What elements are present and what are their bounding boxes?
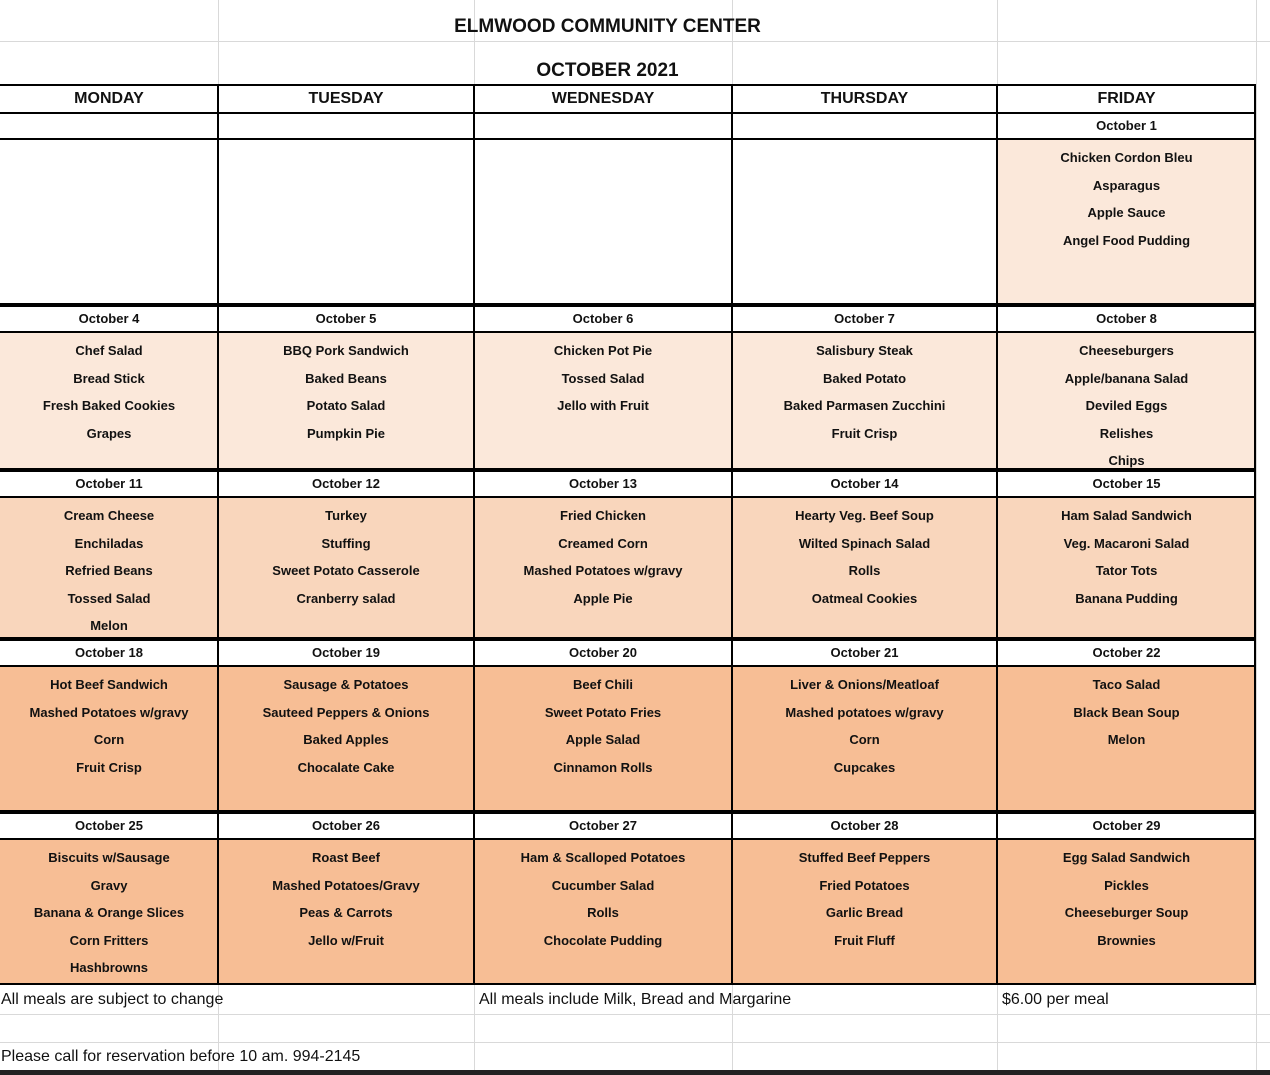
menu-item: Creamed Corn (558, 535, 648, 551)
column-border (731, 305, 733, 470)
menu-cell[interactable] (218, 140, 474, 303)
menu-item: Jello with Fruit (557, 398, 649, 413)
column-border (473, 639, 475, 812)
menu-item: Cinnamon Rolls (553, 759, 653, 775)
menu-item: Cream Cheese (63, 508, 155, 523)
menu-item: Baked Potato (822, 370, 907, 386)
menu-item: Baked Apples (303, 732, 389, 747)
week-date-row (0, 470, 1256, 498)
column-border (996, 470, 998, 639)
date-cell[interactable]: October 21 (830, 645, 899, 660)
menu-cell[interactable] (997, 667, 1256, 810)
menu-item: Taco Salad (1092, 677, 1161, 692)
day-header-tuesday: TUESDAY (308, 90, 384, 107)
menu-item: BBQ Pork Sandwich (283, 343, 409, 358)
header-column-border (473, 84, 475, 112)
menu-item: Beef Chili (573, 677, 633, 692)
date-cell[interactable]: October 18 (75, 645, 143, 660)
menu-item: Enchiladas (74, 535, 144, 551)
week-date-row (0, 112, 1256, 140)
note-reservation: Please call for reservation before 10 am. 994-2145 (1, 1048, 361, 1065)
date-cell[interactable] (732, 114, 997, 138)
date-cell[interactable]: October 4 (78, 311, 140, 326)
date-cell[interactable]: October 7 (834, 311, 895, 326)
week-date-row (0, 639, 1256, 667)
grid-column-line (1256, 0, 1257, 1075)
menu-item: Deviled Eggs (1085, 398, 1168, 413)
column-border (217, 470, 219, 639)
menu-item: Wilted Spinach Salad (798, 535, 931, 551)
menu-item: Chocalate Cake (297, 759, 395, 775)
menu-item: Black Bean Soup (1073, 704, 1180, 720)
menu-item: Biscuits w/Sausage (48, 850, 170, 865)
menu-item: Cupcakes (833, 759, 896, 775)
week-date-row (0, 305, 1256, 333)
menu-item: Hot Beef Sandwich (50, 677, 168, 692)
menu-item: Corn (849, 732, 880, 747)
menu-item: Sausage & Potatoes (283, 677, 409, 692)
menu-item: Fruit Fluff (834, 932, 895, 948)
menu-cell[interactable] (732, 840, 997, 983)
menu-item: Mashed Potatoes/Gravy (272, 877, 420, 893)
grid-row-line (0, 1014, 1270, 1015)
week-menu-band (0, 840, 1256, 985)
menu-item: Apple Pie (573, 590, 633, 606)
note-meals-include: All meals include Milk, Bread and Margarine (479, 991, 792, 1008)
menu-item: Veg. Macaroni Salad (1063, 535, 1190, 551)
menu-item: Sweet Potato Fries (544, 704, 662, 720)
column-border (217, 112, 219, 305)
date-cell[interactable] (474, 114, 732, 138)
menu-item: Tossed Salad (561, 370, 645, 386)
date-cell[interactable]: October 12 (312, 476, 380, 491)
menu-item: Corn (93, 732, 125, 747)
menu-item: Stuffing (321, 535, 371, 551)
day-header-thursday: THURSDAY (820, 90, 909, 107)
menu-item: Oatmeal Cookies (811, 590, 918, 606)
menu-item: Asparagus (1092, 177, 1161, 193)
day-header-monday: MONDAY (74, 90, 144, 107)
week-date-row (0, 812, 1256, 840)
menu-item: Grapes (86, 425, 132, 441)
header-column-border (731, 84, 733, 112)
date-cell[interactable]: October 8 (1096, 311, 1157, 326)
week-menu-band (0, 333, 1256, 470)
menu-item: Apple/banana Salad (1064, 370, 1189, 386)
column-border (731, 639, 733, 812)
column-border (1254, 470, 1256, 639)
column-border (473, 812, 475, 985)
menu-item: Jello w/Fruit (308, 932, 384, 948)
date-cell[interactable]: October 27 (569, 818, 637, 833)
menu-item: Fried Potatoes (819, 877, 910, 893)
week-menu-band (0, 140, 1256, 305)
menu-cell[interactable] (218, 667, 474, 810)
date-cell[interactable]: October 5 (315, 311, 377, 326)
menu-item: Cucumber Salad (551, 877, 655, 893)
menu-cell[interactable] (732, 498, 997, 637)
menu-item: Mashed potatoes w/gravy (785, 704, 944, 720)
center-title: ELMWOOD COMMUNITY CENTER (454, 16, 761, 37)
month-title: OCTOBER 2021 (536, 60, 679, 81)
column-border (731, 112, 733, 305)
menu-item: Chips (1108, 453, 1145, 468)
column-border (996, 812, 998, 985)
column-border (731, 470, 733, 639)
menu-item: Rolls (848, 563, 881, 578)
menu-item: Ham & Scalloped Potatoes (520, 850, 686, 865)
menu-cell[interactable] (218, 840, 474, 983)
date-cell[interactable]: October 20 (569, 645, 637, 660)
column-border (473, 305, 475, 470)
menu-cell[interactable] (0, 333, 218, 468)
column-border (217, 305, 219, 470)
menu-cell[interactable] (0, 840, 218, 983)
column-border (1254, 812, 1256, 985)
menu-cell[interactable] (0, 140, 218, 303)
menu-item: Roast Beef (312, 850, 380, 865)
menu-item: Sauteed Peppers & Onions (262, 704, 430, 720)
menu-item: Stuffed Beef Peppers (798, 850, 931, 865)
menu-item: Baked Parmasen Zucchini (783, 398, 946, 413)
menu-cell[interactable] (474, 333, 732, 468)
date-cell[interactable]: October 14 (830, 476, 899, 491)
menu-cell[interactable] (997, 140, 1256, 303)
date-cell[interactable]: October 28 (830, 818, 899, 833)
menu-item: Apple Sauce (1087, 205, 1166, 220)
column-border (996, 639, 998, 812)
menu-item: Melon (1107, 732, 1146, 747)
menu-cell[interactable] (0, 498, 218, 637)
menu-item: Egg Salad Sandwich (1062, 850, 1191, 865)
menu-item: Pumpkin Pie (306, 425, 386, 441)
menu-item: Cheeseburgers (1079, 343, 1174, 358)
menu-item: Sweet Potato Casserole (272, 563, 420, 578)
menu-item: Ham Salad Sandwich (1061, 508, 1192, 523)
menu-item: Chicken Cordon Bleu (1060, 150, 1193, 165)
menu-item: Bread Stick (73, 370, 145, 386)
menu-cell[interactable] (997, 498, 1256, 637)
header-column-border (1254, 84, 1256, 112)
menu-cell[interactable] (474, 140, 732, 303)
column-border (473, 112, 475, 305)
date-cell[interactable]: October 13 (569, 476, 637, 491)
date-cell[interactable]: October 1 (1096, 118, 1157, 133)
column-border (996, 112, 998, 305)
menu-cell[interactable] (997, 840, 1256, 983)
menu-item: Tator Tots (1095, 563, 1158, 578)
menu-item: Relishes (1099, 425, 1154, 441)
column-border (996, 305, 998, 470)
menu-item: Rolls (587, 905, 619, 920)
day-header-friday: FRIDAY (1097, 90, 1156, 107)
date-cell[interactable]: October 11 (75, 476, 143, 491)
menu-item: Liver & Onions/Meatloaf (790, 677, 939, 692)
header-column-border (996, 84, 998, 112)
column-border (731, 812, 733, 985)
date-cell[interactable] (0, 114, 218, 138)
menu-item: Hashbrowns (69, 960, 148, 975)
week-menu-band (0, 667, 1256, 812)
date-cell[interactable]: October 26 (312, 818, 380, 833)
menu-item: Corn Fritters (69, 932, 149, 948)
menu-item: Chicken Pot Pie (553, 343, 653, 358)
date-cell[interactable]: October 29 (1092, 818, 1161, 833)
bottom-edge (0, 1070, 1270, 1075)
menu-item: Fruit Crisp (831, 425, 898, 441)
menu-item: Apple Salad (565, 732, 641, 747)
menu-cell[interactable] (997, 333, 1256, 468)
note-price: $6.00 per meal (1002, 991, 1109, 1008)
column-border (217, 812, 219, 985)
date-cell[interactable]: October 25 (75, 818, 143, 833)
column-border (1254, 639, 1256, 812)
menu-cell[interactable] (474, 498, 732, 637)
menu-item: Banana Pudding (1075, 590, 1178, 606)
menu-item: Refried Beans (65, 563, 153, 578)
day-header-wednesday: WEDNESDAY (551, 90, 655, 107)
date-cell[interactable]: October 22 (1092, 645, 1161, 660)
menu-cell[interactable] (0, 667, 218, 810)
note-subject-to-change: All meals are subject to change (1, 991, 224, 1008)
menu-item: Gravy (90, 877, 128, 893)
menu-item: Hearty Veg. Beef Soup (795, 508, 934, 523)
menu-item: Cranberry salad (296, 590, 396, 606)
menu-item: Baked Beans (305, 370, 387, 386)
column-border (217, 639, 219, 812)
menu-cell[interactable] (732, 140, 997, 303)
menu-item: Mashed Potatoes w/gravy (29, 704, 189, 720)
column-border (1254, 305, 1256, 470)
menu-item: Banana & Orange Slices (33, 905, 185, 920)
menu-item: Salisbury Steak (816, 343, 913, 358)
grid-row-line (0, 1042, 1270, 1043)
menu-item: Chocolate Pudding (543, 932, 663, 948)
date-cell[interactable]: October 6 (572, 311, 634, 326)
menu-item: Tossed Salad (67, 590, 151, 606)
column-border (473, 470, 475, 639)
header-column-border (217, 84, 219, 112)
date-cell[interactable] (218, 114, 474, 138)
column-border (1254, 112, 1256, 305)
date-cell[interactable]: October 19 (312, 645, 380, 660)
menu-item: Brownies (1097, 932, 1156, 948)
grid-row-line (0, 41, 1270, 42)
menu-cell[interactable] (474, 840, 732, 983)
menu-item: Potato Salad (306, 398, 386, 413)
menu-cell[interactable] (732, 667, 997, 810)
menu-item: Fried Chicken (560, 508, 646, 523)
menu-item: Mashed Potatoes w/gravy (523, 563, 683, 578)
menu-item: Fresh Baked Cookies (42, 398, 176, 413)
date-cell[interactable]: October 15 (1092, 476, 1161, 491)
menu-item: Melon (90, 618, 128, 633)
menu-cell[interactable] (218, 498, 474, 637)
week-menu-band (0, 498, 1256, 639)
menu-item: Angel Food Pudding (1062, 232, 1191, 248)
menu-item: Turkey (325, 508, 367, 523)
menu-cell[interactable] (474, 667, 732, 810)
menu-item: Fruit Crisp (76, 759, 142, 775)
menu-item: Garlic Bread (825, 905, 904, 920)
menu-cell[interactable] (732, 333, 997, 468)
menu-item: Pickles (1104, 877, 1149, 893)
menu-item: Cheeseburger Soup (1064, 905, 1189, 920)
menu-item: Peas & Carrots (299, 905, 393, 920)
menu-item: Chef Salad (75, 343, 143, 358)
menu-cell[interactable] (218, 333, 474, 468)
